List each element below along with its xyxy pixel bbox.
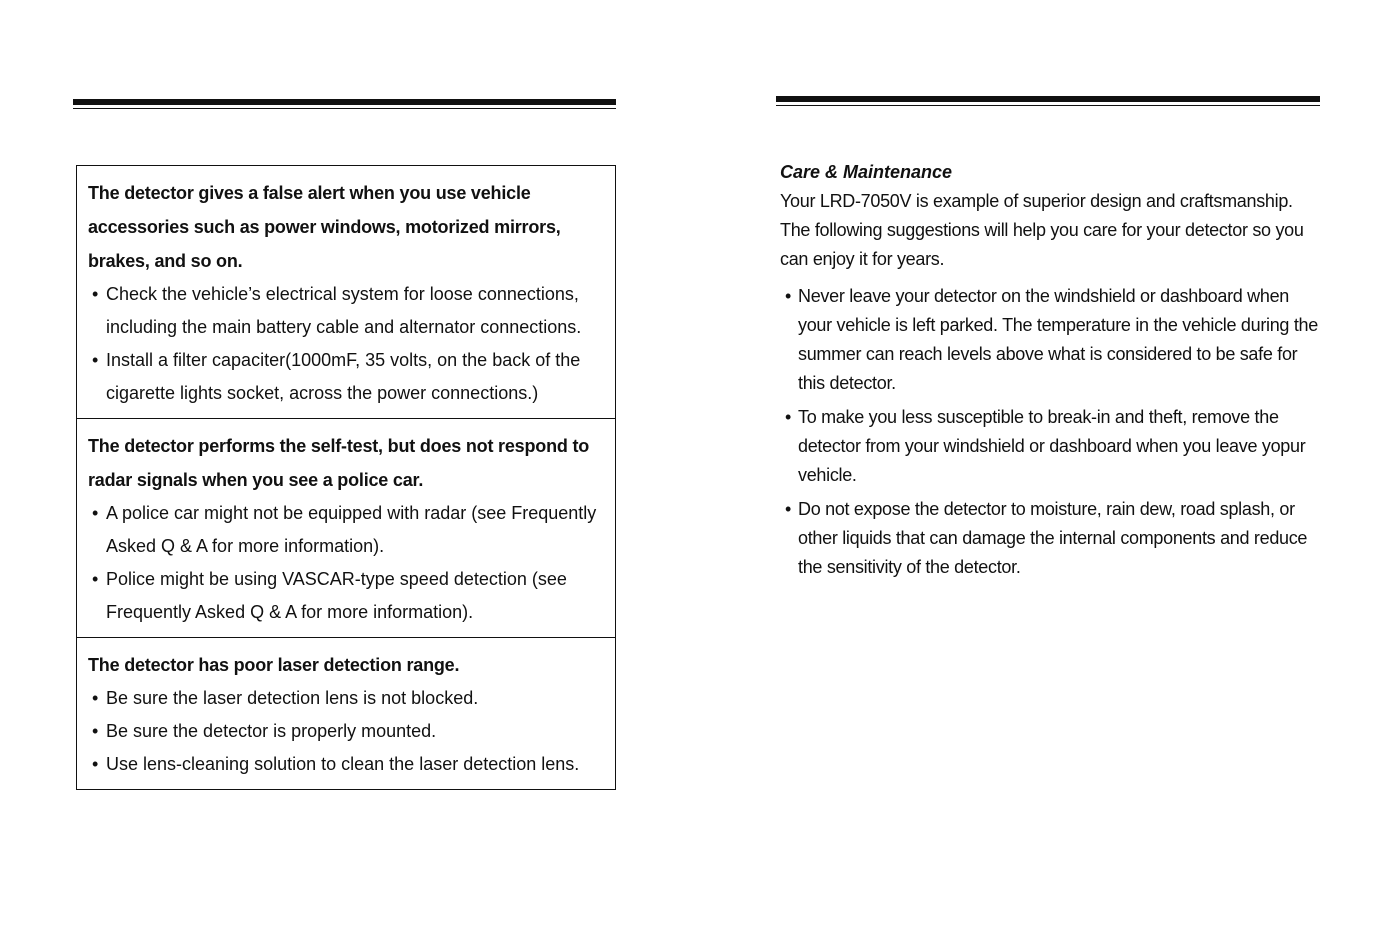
right-header-rule-thin [776, 105, 1320, 106]
intro-paragraph: Your LRD-7050V is example of superior design and craftsmanship. [780, 191, 1293, 211]
troubleshooting-table [76, 165, 616, 790]
trouble-section-poor-laser-range [77, 637, 615, 789]
trouble-bullet: • Be sure the laser detection lens is not blocked. [88, 682, 605, 715]
care-list [780, 282, 1320, 582]
trouble-bullet: • A police car might not be equipped with radar (see Frequently Asked Q & A for more information). [88, 497, 605, 563]
left-header-rule-thick [73, 99, 616, 105]
trouble-heading: The detector gives a false alert when you use vehicle accessories such as power windows, motorized mirrors, brakes, and so on. [88, 183, 561, 271]
trouble-bullet: • Install a filter capaciter(1000mF, 35 volts, on the back of the cigarette lights socket, across the power connections.) [88, 344, 605, 410]
trouble-bullet: • Use lens-cleaning solution to clean the laser detection lens. [88, 748, 605, 781]
care-bullet: • Never leave your detector on the windshield or dashboard when your vehicle is left parked. The temperature in the vehicle during the summer can reach levels above what is considered to be safe for this detector. [780, 282, 1320, 398]
care-maintenance-section [780, 158, 1320, 587]
trouble-bullet: • Be sure the detector is properly mounted. [88, 715, 605, 748]
section-title: Care & Maintenance [780, 162, 953, 182]
trouble-bullet: • Police might be using VASCAR-type speed detection (see Frequently Asked Q & A for more information). [88, 563, 605, 629]
right-header-rule-thick [776, 96, 1320, 102]
trouble-heading: The detector performs the self-test, but does not respond to radar signals when you see a police car. [88, 436, 590, 490]
care-bullet: • Do not expose the detector to moisture, rain dew, road splash, or other liquids that can damage the internal components and reduce the sensitivity of the detector. [780, 495, 1320, 582]
trouble-bullet: • Check the vehicle’s electrical system for loose connections, including the main battery cable and alternator connections. [88, 278, 605, 344]
left-header-rule-thin [73, 108, 616, 109]
trouble-heading: The detector has poor laser detection range. [88, 655, 460, 675]
trouble-section-no-radar-response [77, 418, 615, 637]
trouble-section-false-alert [77, 166, 615, 418]
care-bullet: • To make you less susceptible to break-in and theft, remove the detector from your windshield or dashboard when you leave yopur vehicle. [780, 403, 1320, 490]
intro-paragraph: The following suggestions will help you care for your detector so you can enjoy it for years. [780, 220, 1304, 269]
